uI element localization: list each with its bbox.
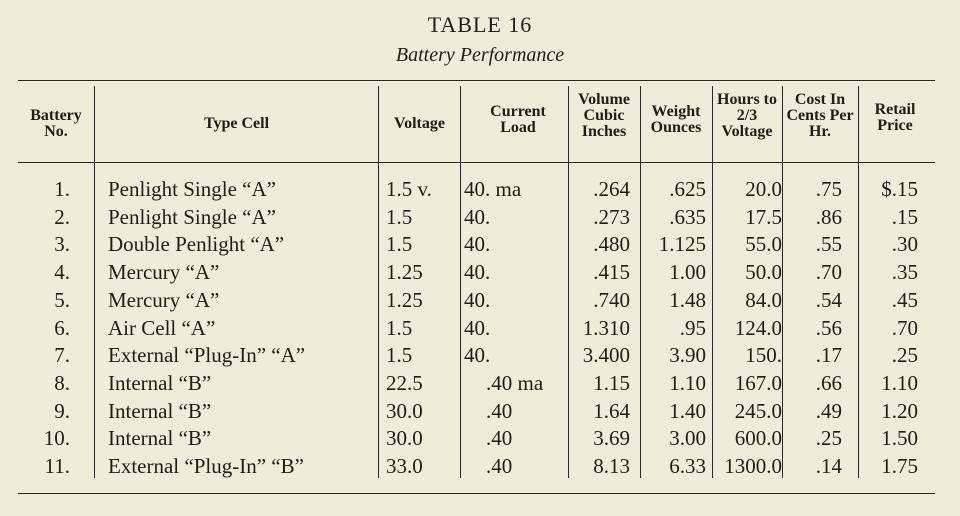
header-voltage: Voltage — [394, 115, 445, 132]
cell-type: Penlight Single “A” — [108, 205, 276, 229]
cell-hours: 124.0 — [734, 316, 782, 340]
cell-voltage: 30.0 — [386, 426, 423, 450]
cell-volume: 3.400 — [582, 343, 630, 367]
cell-load: 40. — [464, 316, 491, 340]
cell-type: Mercury “A” — [108, 260, 220, 284]
cell-type: Internal “B” — [108, 371, 212, 395]
cell-load: .40 ma — [486, 371, 544, 395]
cell-price: .35 — [891, 260, 918, 284]
cell-cost: .17 — [815, 343, 842, 367]
cell-load: 40. ma — [464, 177, 522, 201]
cell-volume: 3.69 — [593, 426, 630, 450]
cell-type: Penlight Single “A” — [108, 177, 276, 201]
cell-cost: .70 — [815, 260, 842, 284]
cell-price: .15 — [891, 205, 918, 229]
cell-hours: 245.0 — [734, 399, 782, 423]
cell-weight: 6.33 — [669, 454, 706, 478]
cell-battery-no: 1. — [54, 177, 70, 201]
header-rule — [18, 162, 935, 163]
cell-weight: 1.40 — [669, 399, 706, 423]
cell-load: 40. — [464, 260, 491, 284]
cell-battery-no: 2. — [54, 205, 70, 229]
cell-weight: .625 — [669, 177, 706, 201]
cell-weight: 1.10 — [669, 371, 706, 395]
table-subtitle: Battery Performance — [395, 44, 565, 66]
header-battery-no: Battery No. — [30, 107, 82, 140]
cell-battery-no: 11. — [44, 454, 70, 478]
cell-volume: .264 — [593, 177, 630, 201]
cell-type: Internal “B” — [108, 399, 212, 423]
cell-weight: 3.00 — [669, 426, 706, 450]
cell-voltage: 1.5 v. — [386, 177, 432, 201]
header-current-load: Current Load — [490, 103, 546, 136]
cell-hours: 20.0 — [745, 177, 782, 201]
cell-cost: .25 — [815, 426, 842, 450]
header-hours: Hours to 2/3 Voltage — [717, 91, 777, 140]
cell-price: .25 — [891, 343, 918, 367]
cell-volume: .415 — [593, 260, 630, 284]
header-volume: Volume Cubic Inches — [578, 91, 630, 140]
cell-weight: 3.90 — [669, 343, 706, 367]
cell-weight: .95 — [679, 316, 706, 340]
cell-battery-no: 10. — [43, 426, 70, 450]
cell-type: Air Cell “A” — [108, 316, 216, 340]
cell-load: .40 — [486, 426, 513, 450]
cell-load: 40. — [464, 288, 491, 312]
cell-battery-no: 7. — [54, 343, 70, 367]
cell-price: .45 — [891, 288, 918, 312]
cell-voltage: 30.0 — [386, 399, 423, 423]
cell-voltage: 1.5 — [386, 343, 413, 367]
cell-cost: .55 — [815, 232, 842, 256]
cell-hours: 84.0 — [745, 288, 782, 312]
bottom-rule — [18, 493, 935, 494]
cell-hours: 50.0 — [745, 260, 782, 284]
cell-cost: .75 — [815, 177, 842, 201]
cell-type: Double Penlight “A” — [108, 232, 285, 256]
cell-type: External “Plug-In” “B” — [108, 454, 304, 478]
cell-type: Mercury “A” — [108, 288, 220, 312]
cell-voltage: 1.5 — [386, 316, 413, 340]
cell-battery-no: 8. — [54, 371, 70, 395]
cell-price: 1.20 — [881, 399, 918, 423]
cell-price: 1.75 — [881, 454, 918, 478]
cell-battery-no: 5. — [54, 288, 70, 312]
cell-hours: 17.5 — [745, 205, 782, 229]
cell-cost: .14 — [815, 454, 842, 478]
cell-volume: .273 — [593, 205, 630, 229]
cell-volume: .740 — [593, 288, 630, 312]
header-price: Retail Price — [874, 101, 916, 134]
column-divider — [94, 86, 95, 478]
cell-price: 1.50 — [881, 426, 918, 450]
cell-hours: 600.0 — [734, 426, 782, 450]
cell-voltage: 1.5 — [386, 205, 413, 229]
header-weight: Weight Ounces — [650, 103, 702, 136]
column-divider — [460, 86, 461, 478]
cell-load: 40. — [464, 205, 491, 229]
cell-type: External “Plug-In” “A” — [108, 343, 306, 367]
table-title: TABLE 16 — [427, 12, 533, 37]
cell-hours: 167.0 — [734, 371, 782, 395]
header-cost: Cost In Cents Per Hr. — [786, 91, 854, 140]
cell-battery-no: 6. — [54, 316, 70, 340]
cell-cost: .86 — [815, 205, 842, 229]
cell-price: .70 — [891, 316, 918, 340]
cell-voltage: 1.5 — [386, 232, 413, 256]
cell-load: 40. — [464, 232, 491, 256]
cell-load: .40 — [486, 454, 513, 478]
cell-voltage: 1.25 — [386, 288, 423, 312]
cell-type: Internal “B” — [108, 426, 212, 450]
cell-battery-no: 9. — [54, 399, 70, 423]
cell-cost: .66 — [815, 371, 842, 395]
cell-price: .30 — [891, 232, 918, 256]
cell-weight: 1.125 — [658, 232, 706, 256]
cell-volume: .480 — [593, 232, 630, 256]
cell-battery-no: 3. — [54, 232, 70, 256]
cell-volume: 1.64 — [593, 399, 630, 423]
cell-cost: .54 — [815, 288, 842, 312]
cell-volume: 8.13 — [593, 454, 630, 478]
cell-weight: 1.00 — [669, 260, 706, 284]
top-rule — [18, 80, 935, 81]
cell-voltage: 33.0 — [386, 454, 423, 478]
cell-voltage: 1.25 — [386, 260, 423, 284]
cell-battery-no: 4. — [54, 260, 70, 284]
cell-price: 1.10 — [881, 371, 918, 395]
cell-weight: .635 — [669, 205, 706, 229]
cell-hours: 1300.0 — [724, 454, 782, 478]
cell-cost: .56 — [815, 316, 842, 340]
cell-hours: 55.0 — [745, 232, 782, 256]
cell-load: 40. — [464, 343, 491, 367]
cell-cost: .49 — [815, 399, 842, 423]
cell-volume: 1.310 — [582, 316, 630, 340]
cell-hours: 150. — [745, 343, 782, 367]
header-type-cell: Type Cell — [203, 115, 270, 132]
cell-weight: 1.48 — [669, 288, 706, 312]
cell-price: $.15 — [881, 177, 918, 201]
cell-volume: 1.15 — [593, 371, 630, 395]
cell-voltage: 22.5 — [386, 371, 423, 395]
cell-load: .40 — [486, 399, 513, 423]
